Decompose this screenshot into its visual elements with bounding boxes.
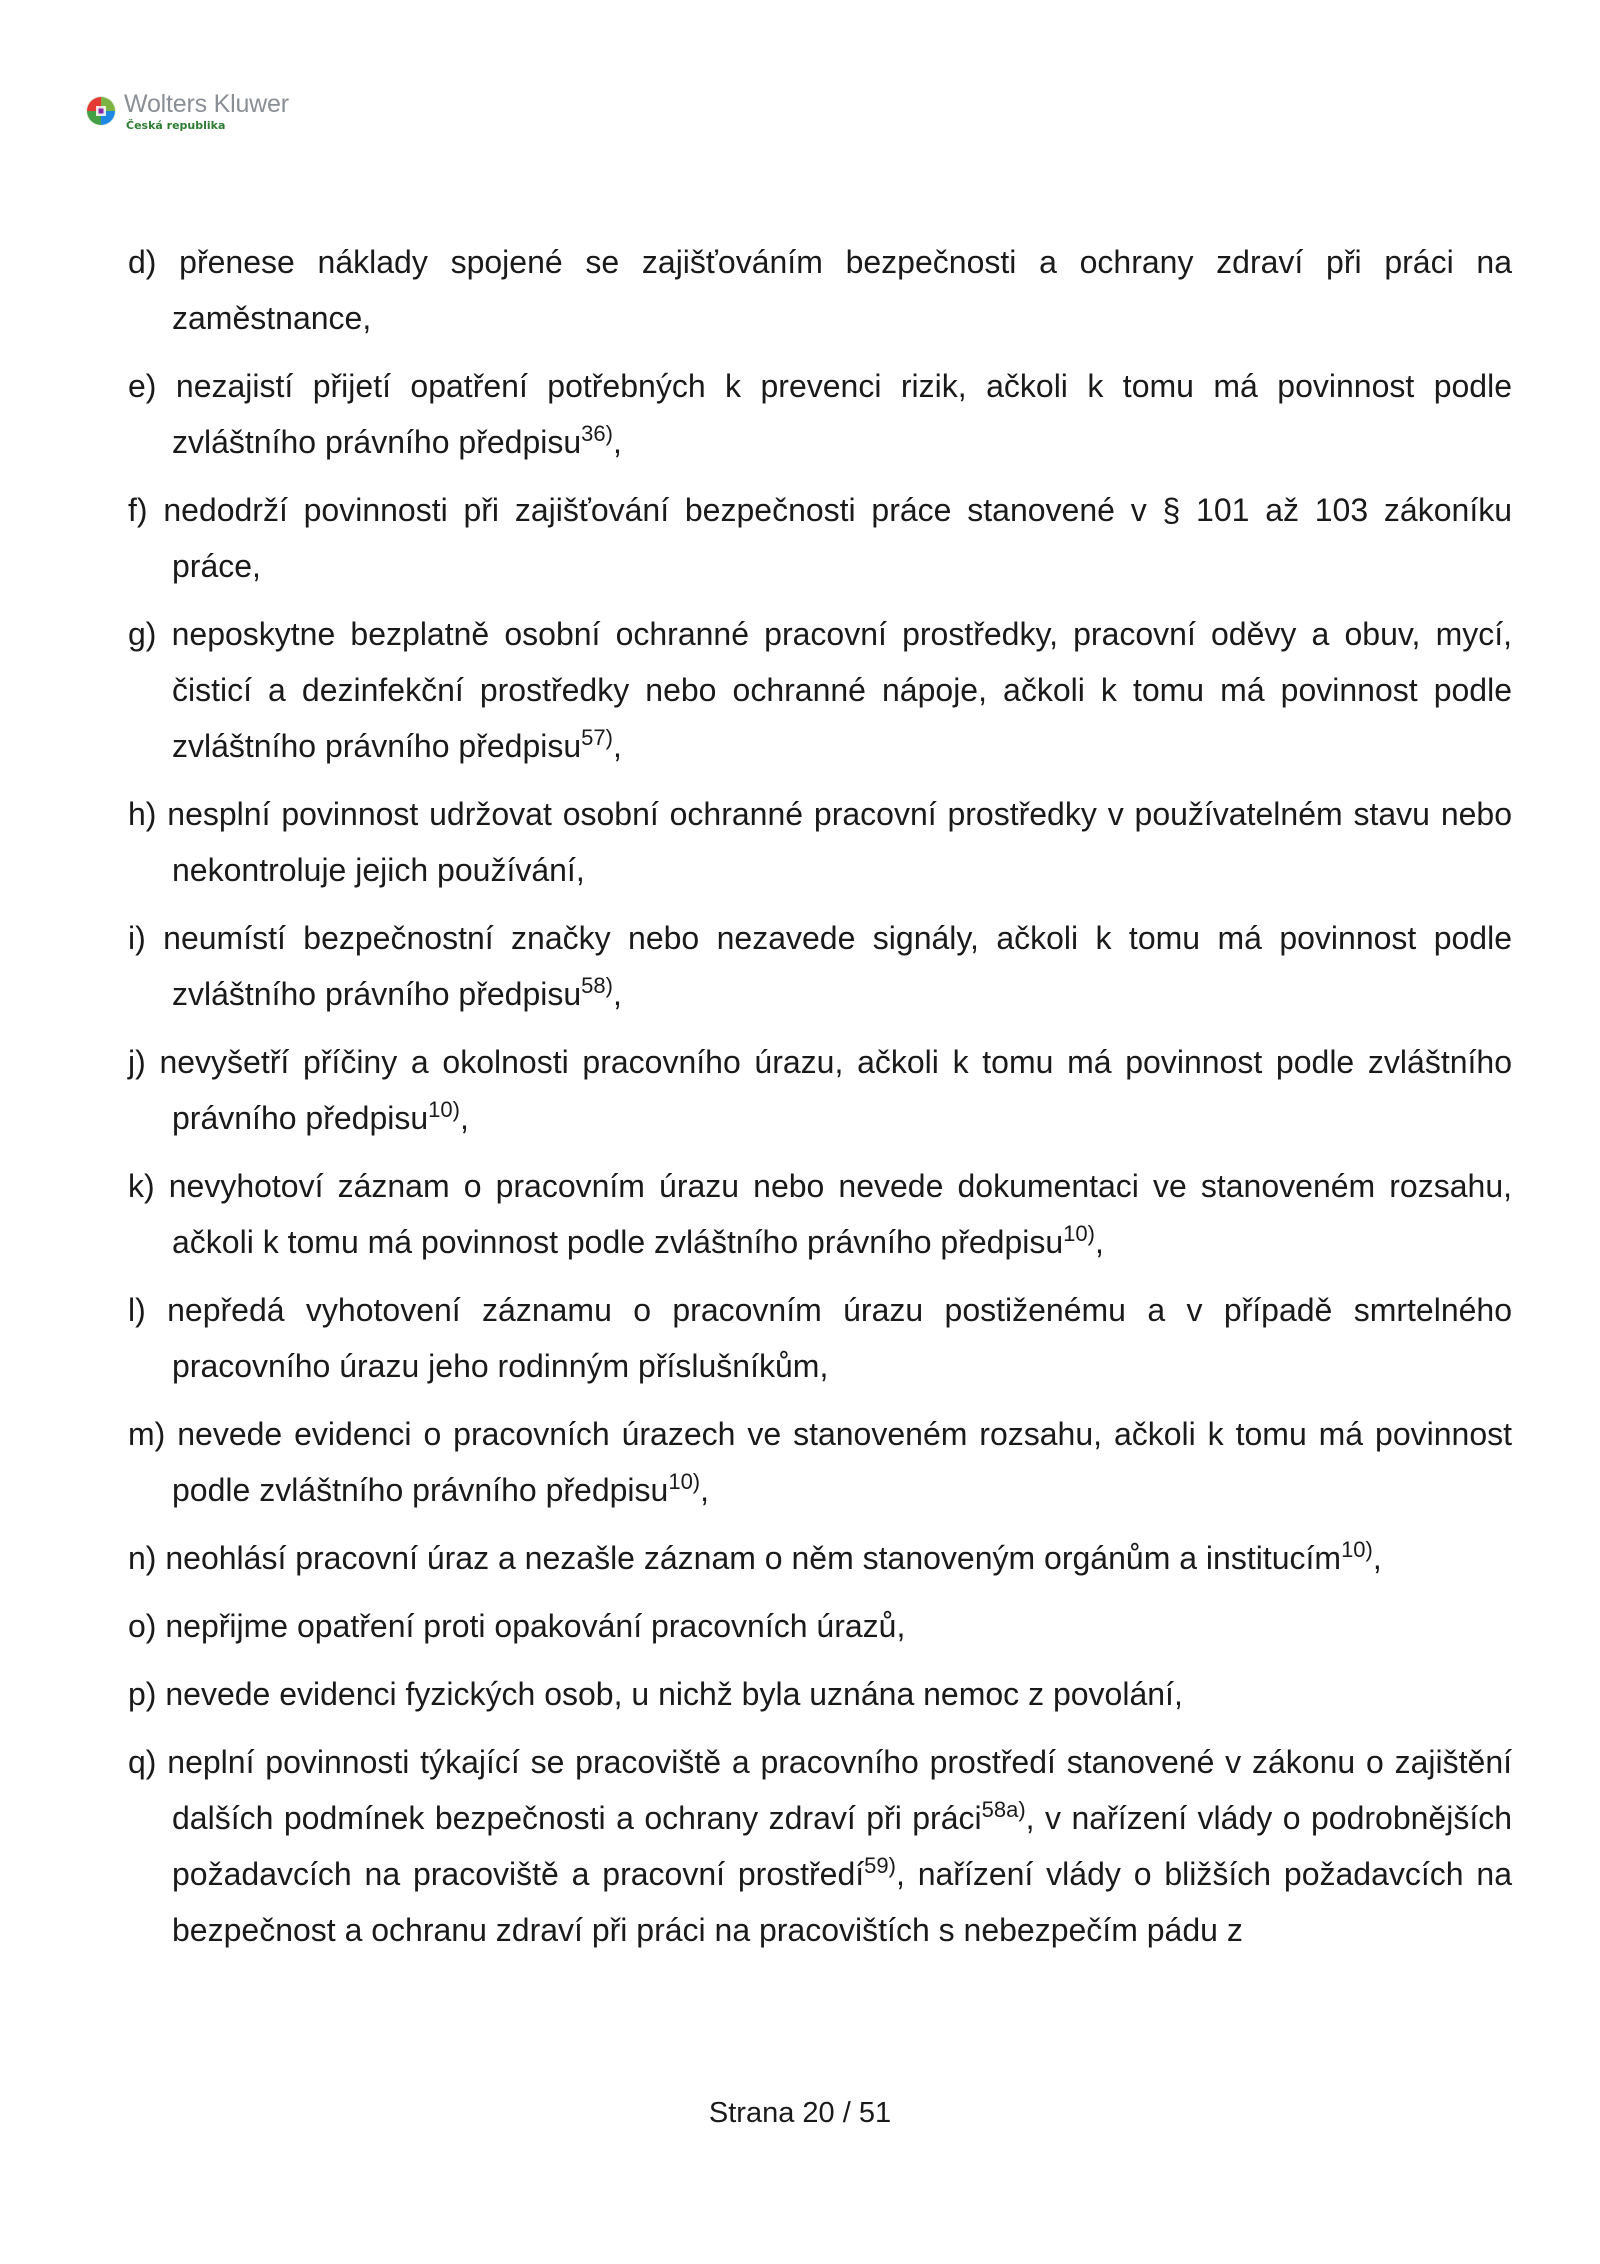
list-item-punct: , xyxy=(612,728,622,764)
list-item-m xyxy=(128,1406,1512,1518)
list-item-k xyxy=(128,1158,1512,1270)
list-item-punct: , xyxy=(612,424,622,460)
list-item-text: q) neplní povinnosti týkající se pracoviště a pracovního prostředí stanovené v zákonu o zajištění dalších podmínek bezpečnosti a ochrany zdraví při práci xyxy=(128,1744,1512,1836)
list-item-text: m) nevede evidenci o pracovních úrazech ve stanoveném rozsahu, ačkoli k tomu má povinnost podle zvláštního právního předpisu xyxy=(128,1416,1512,1508)
list-item-q xyxy=(128,1734,1512,1958)
footnote-ref[interactable]: 10) xyxy=(428,1097,460,1122)
footnote-ref[interactable]: 58) xyxy=(581,973,613,998)
list-item-f xyxy=(128,482,1512,594)
list-item-text: l) nepředá vyhotovení záznamu o pracovním úrazu postiženému a v případě smrtelného pracovního úrazu jeho rodinným příslušníkům, xyxy=(128,1292,1512,1384)
footnote-ref[interactable]: 57) xyxy=(581,725,613,750)
list-item-l xyxy=(128,1282,1512,1394)
list-item-punct: , xyxy=(612,976,622,1012)
list-item-text: o) nepřijme opatření proti opakování pracovních úrazů, xyxy=(128,1608,906,1644)
list-item-text: f) nedodrží povinnosti při zajišťování bezpečnosti práce stanovené v § 101 až 103 zákoníku práce, xyxy=(128,492,1512,584)
list-item-e xyxy=(128,358,1512,470)
list-item-punct: , xyxy=(700,1472,710,1508)
list-item-text: g) neposkytne bezplatně osobní ochranné pracovní prostředky, pracovní oděvy a obuv, mycí, čisticí a dezinfekční prostředky nebo ochranné nápoje, ačkoli k tomu má povinnost podle zvláštního právního předpisu xyxy=(128,616,1512,764)
wolters-kluwer-logo-icon xyxy=(84,94,118,128)
footnote-ref[interactable]: 58a) xyxy=(981,1797,1026,1822)
list-item-text: k) nevyhotoví záznam o pracovním úrazu nebo nevede dokumentaci ve stanoveném rozsahu, ačkoli k tomu má povinnost podle zvláštního právního předpisu xyxy=(128,1168,1512,1260)
list-item-text: , nařízení vlády o bližších požadavcích na bezpečnost a ochranu zdraví při práci na pracovištích s nebezpečím pádu z xyxy=(172,1856,1513,1948)
list-item-text: h) nesplní povinnost udržovat osobní ochranné pracovní prostředky v používatelném stavu nebo nekontroluje jejich používání, xyxy=(128,796,1512,888)
wolters-kluwer-logo xyxy=(84,92,289,131)
footnote-ref[interactable]: 10) xyxy=(1341,1537,1373,1562)
list-item-punct: , xyxy=(1372,1540,1382,1576)
list-item-text: e) nezajistí přijetí opatření potřebných k prevenci rizik, ačkoli k tomu má povinnost podle zvláštního právního předpisu xyxy=(128,368,1512,460)
list-item-text: j) nevyšetří příčiny a okolnosti pracovního úrazu, ačkoli k tomu má povinnost podle zvláštního právního předpisu xyxy=(128,1044,1512,1136)
list-item-punct: , xyxy=(1094,1224,1104,1260)
list-item-g xyxy=(128,606,1512,774)
list-item-text: p) nevede evidenci fyzických osob, u nichž byla uznána nemoc z povolání, xyxy=(128,1676,1183,1712)
list-item-p xyxy=(128,1666,1512,1722)
list-item-n xyxy=(128,1530,1512,1586)
list-item-punct: , xyxy=(459,1100,469,1136)
footnote-ref[interactable]: 59) xyxy=(864,1853,896,1878)
footnote-ref[interactable]: 10) xyxy=(668,1469,701,1494)
page-number: Strana 20 / 51 xyxy=(708,2097,892,2129)
list-item-j xyxy=(128,1034,1512,1146)
list-item-d xyxy=(128,234,1512,346)
list-item-o xyxy=(128,1598,1512,1654)
list-item-h xyxy=(128,786,1512,898)
list-item-text: d) přenese náklady spojené se zajišťováním bezpečnosti a ochrany zdraví při práci na zaměstnance, xyxy=(128,244,1512,336)
document-body xyxy=(128,234,1512,1970)
footnote-ref[interactable]: 10) xyxy=(1063,1221,1095,1246)
footnote-ref[interactable]: 36) xyxy=(581,421,613,446)
logo-subtitle: Česká republika xyxy=(126,119,226,132)
list-item-text: i) neumístí bezpečnostní značky nebo nezavede signály, ačkoli k tomu má povinnost podle zvláštního právního předpisu xyxy=(128,920,1512,1012)
list-item-text: n) neohlásí pracovní úraz a nezašle záznam o něm stanoveným orgánům a institucím xyxy=(128,1540,1342,1576)
list-item-text: , v nařízení vlády o podrobnějších požadavcích na pracoviště a pracovní prostředí xyxy=(172,1800,1513,1892)
logo-brand-name: Wolters Kluwer xyxy=(124,90,289,118)
list-item-i xyxy=(128,910,1512,1022)
